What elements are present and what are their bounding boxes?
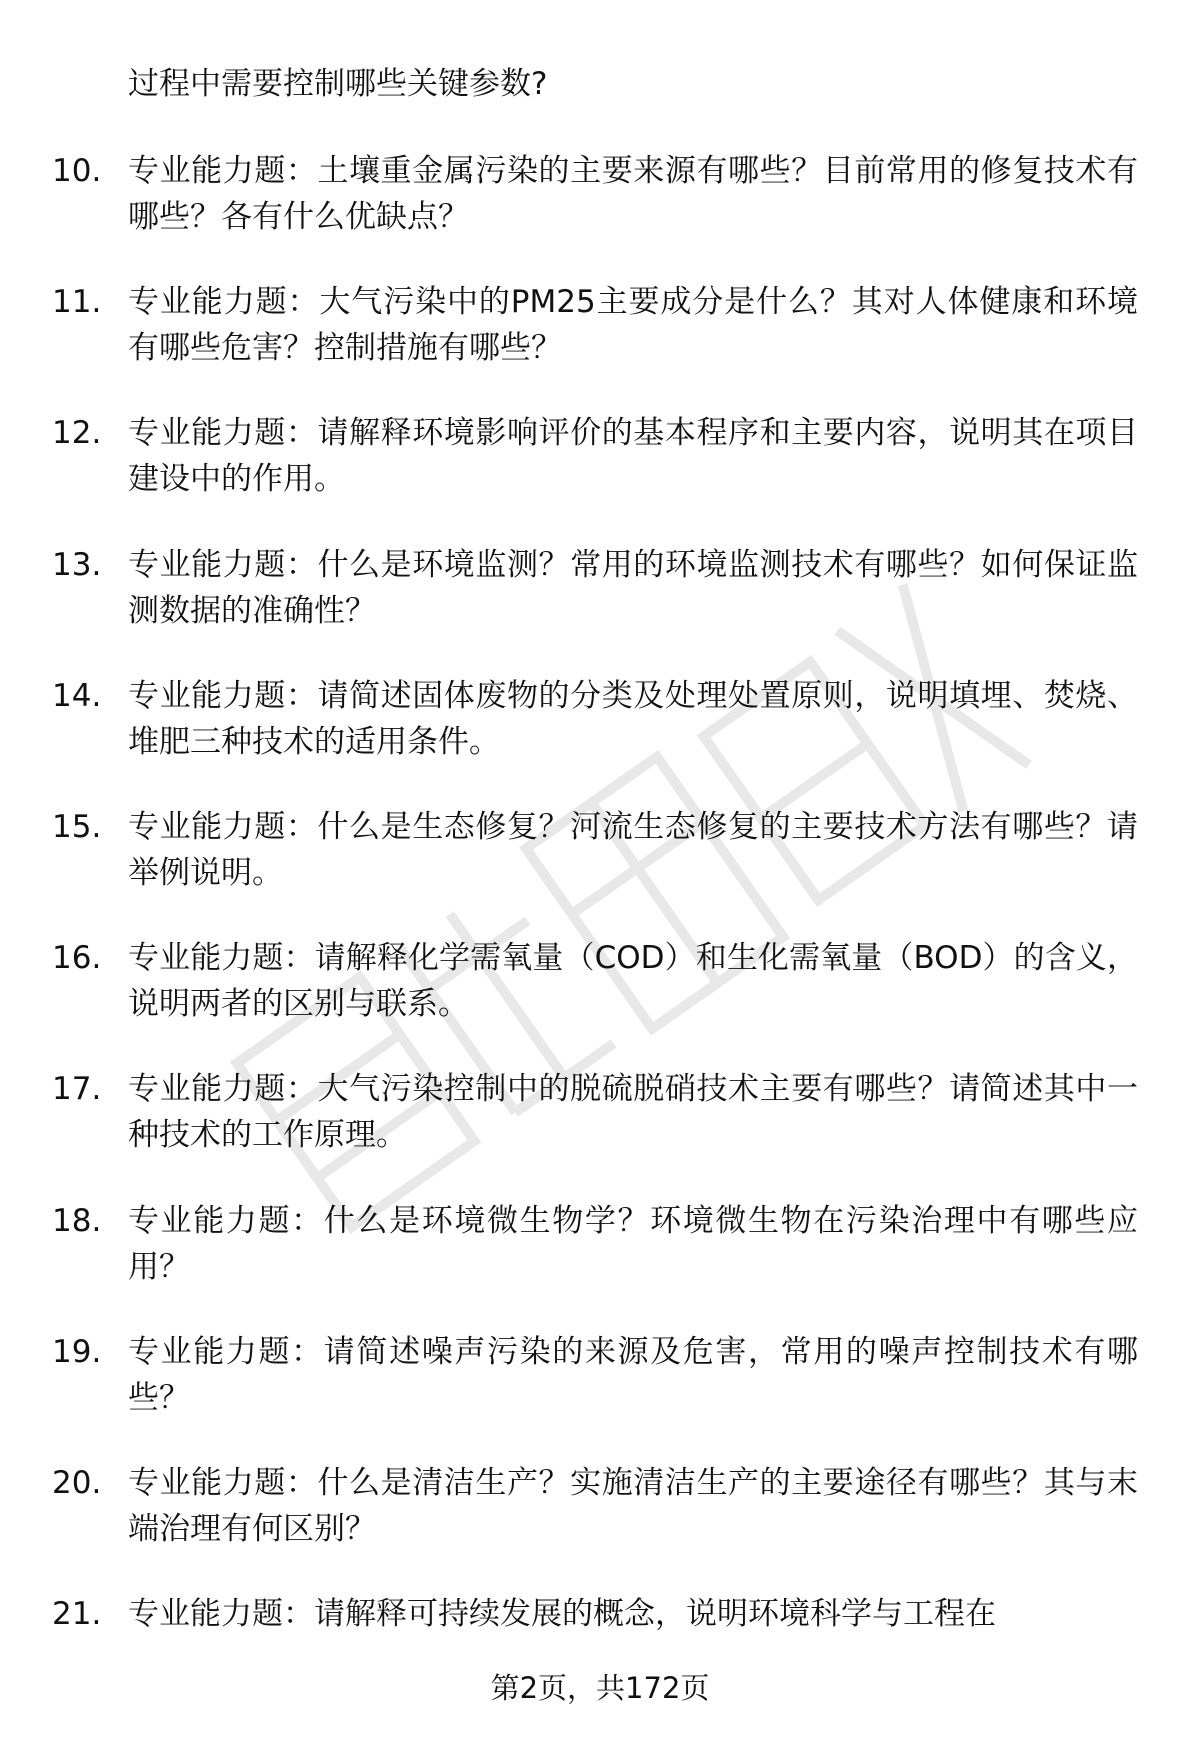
question-number: 14. [52, 677, 102, 714]
question-number: 12. [52, 415, 102, 452]
question-text: 专业能力题：土壤重金属污染的主要来源有哪些？目前常用的修复技术有哪些？各有什么优缺点？ [128, 153, 1138, 235]
list-item [0, 935, 1200, 1066]
question-number: 20. [52, 1464, 102, 1501]
question-text: 专业能力题：什么是清洁生产？实施清洁生产的主要途径有哪些？其与末端治理有何区别？ [128, 1464, 1138, 1547]
list-item [0, 148, 1200, 279]
question-number: 19. [52, 1333, 102, 1370]
question-number: 18. [52, 1202, 102, 1239]
list-item [0, 1198, 1200, 1329]
list-item [0, 804, 1200, 935]
question-number: 11. [52, 284, 102, 321]
question-text: 专业能力题：什么是生态修复？河流生态修复的主要技术方法有哪些？请举例说明。 [128, 808, 1138, 891]
question-number: 13. [52, 546, 102, 583]
list-item [0, 673, 1200, 804]
question-text: 专业能力题：大气污染控制中的脱硫脱硝技术主要有哪些？请简述其中一种技术的工作原理。 [128, 1071, 1138, 1154]
list-item [0, 542, 1200, 673]
question-list [0, 148, 1200, 1722]
question-number: 17. [52, 1071, 102, 1108]
question-text: 专业能力题：请简述固体废物的分类及处理处置原则，说明填埋、焚烧、堆肥三种技术的适用条件。 [128, 677, 1138, 760]
question-text: 专业能力题：大气污染中的PM25主要成分是什么？其对人体健康和环境有哪些危害？控制措施有哪些？ [128, 284, 1138, 367]
list-item [0, 1066, 1200, 1197]
continued-question-text: 过程中需要控制哪些关键参数? [128, 66, 548, 102]
question-number: 16. [52, 940, 102, 977]
question-text: 专业能力题：什么是环境微生物学？环境微生物在污染治理中有哪些应用？ [128, 1202, 1138, 1285]
question-number: 21. [52, 1596, 102, 1633]
list-item [0, 279, 1200, 410]
list-item [0, 1460, 1200, 1591]
question-number: 15. [52, 808, 102, 845]
question-text: 专业能力题：请解释可持续发展的概念，说明环境科学与工程在 [128, 1596, 996, 1633]
question-text: 专业能力题：请解释环境影响评价的基本程序和主要内容，说明其在项目建设中的作用。 [128, 415, 1138, 498]
list-item [0, 1329, 1200, 1460]
question-number: 10. [52, 153, 102, 189]
question-text: 专业能力题：什么是环境监测？常用的环境监测技术有哪些？如何保证监测数据的准确性？ [128, 546, 1138, 629]
page-number-footer: 第2页，共172页 [490, 1671, 710, 1705]
list-item [0, 410, 1200, 541]
question-text: 专业能力题：请解释化学需氧量（COD）和生化需氧量（BOD）的含义，说明两者的区别与联系。 [128, 940, 1138, 1023]
question-text: 专业能力题：请简述噪声污染的来源及危害，常用的噪声控制技术有哪些？ [128, 1333, 1138, 1416]
